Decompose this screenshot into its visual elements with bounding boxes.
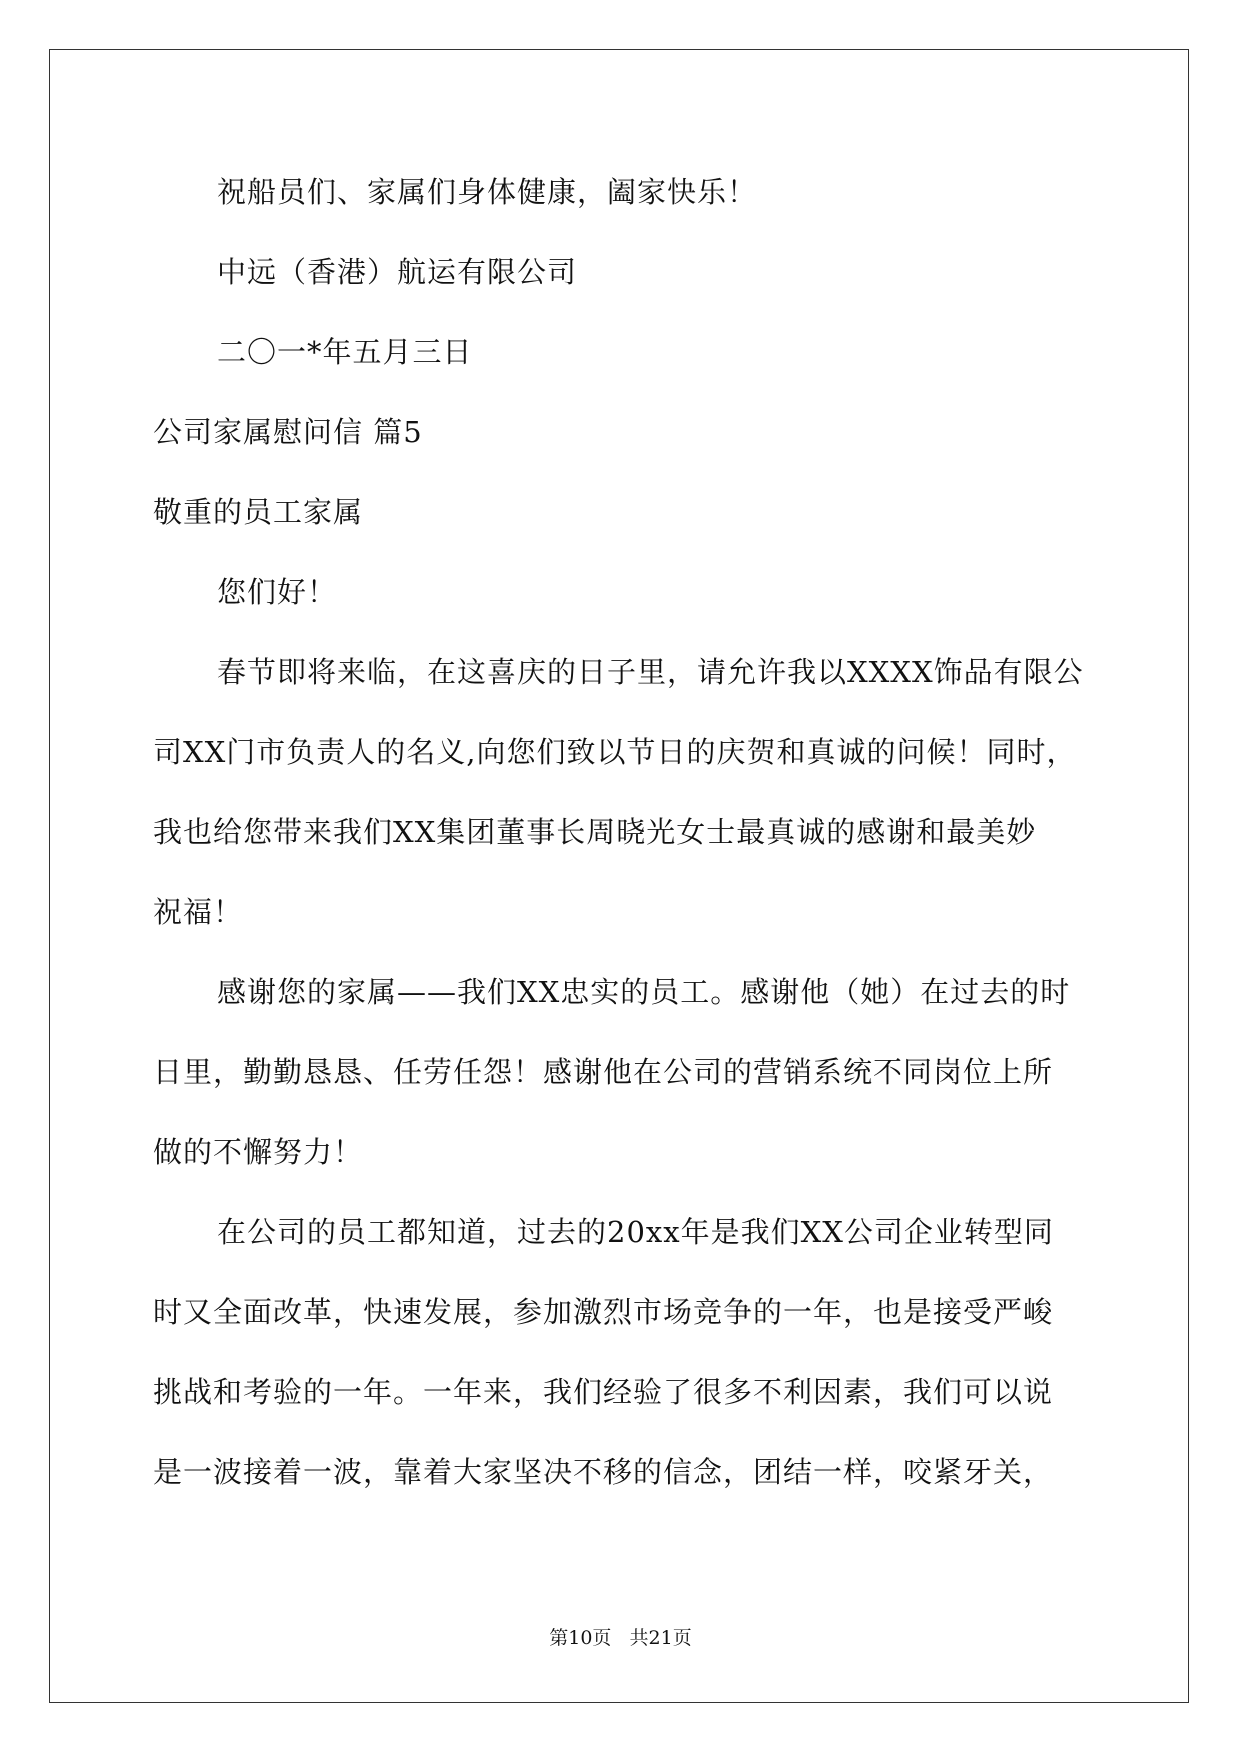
paragraph-line: 是一波接着一波，靠着大家坚决不移的信念，团结一样，咬紧牙关， (153, 1455, 1054, 1489)
paragraph-line: 祝福！ (153, 895, 244, 929)
paragraph-line: 挑战和考验的一年。一年来，我们经验了很多不利因素，我们可以说 (153, 1375, 1054, 1409)
paragraph-line: 时又全面改革，快速发展，参加激烈市场竞争的一年，也是接受严峻 (153, 1295, 1054, 1329)
closing-wish: 祝船员们、家属们身体健康，阖家快乐！ (217, 175, 758, 209)
paragraph-line: 在公司的员工都知道，过去的20xx年是我们XX公司企业转型同 (217, 1215, 1054, 1249)
paragraph-line: 司XX门市负责人的名义,向您们致以节日的庆贺和真诚的问候！同时， (153, 735, 1077, 769)
signature-company: 中远（香港）航运有限公司 (217, 255, 578, 289)
signature-date: 二〇一*年五月三日 (217, 335, 473, 369)
paragraph-line: 做的不懈努力！ (153, 1135, 364, 1169)
greeting: 您们好！ (217, 575, 338, 609)
salutation: 敬重的员工家属 (153, 495, 364, 529)
page-number-footer: 第10页 共21页 (549, 1627, 692, 1649)
paragraph-line: 我也给您带来我们XX集团董事长周晓光女士最真诚的感谢和最美妙 (153, 815, 1037, 849)
paragraph-line: 日里，勤勤恳恳、任劳任怨！感谢他在公司的营销系统不同岗位上所 (153, 1055, 1054, 1089)
paragraph-line: 春节即将来临，在这喜庆的日子里，请允许我以XXXX饰品有限公 (217, 655, 1084, 689)
paragraph-line: 感谢您的家属——我们XX忠实的员工。感谢他（她）在过去的时 (217, 975, 1071, 1009)
section-heading: 公司家属慰问信 篇5 (153, 415, 423, 449)
